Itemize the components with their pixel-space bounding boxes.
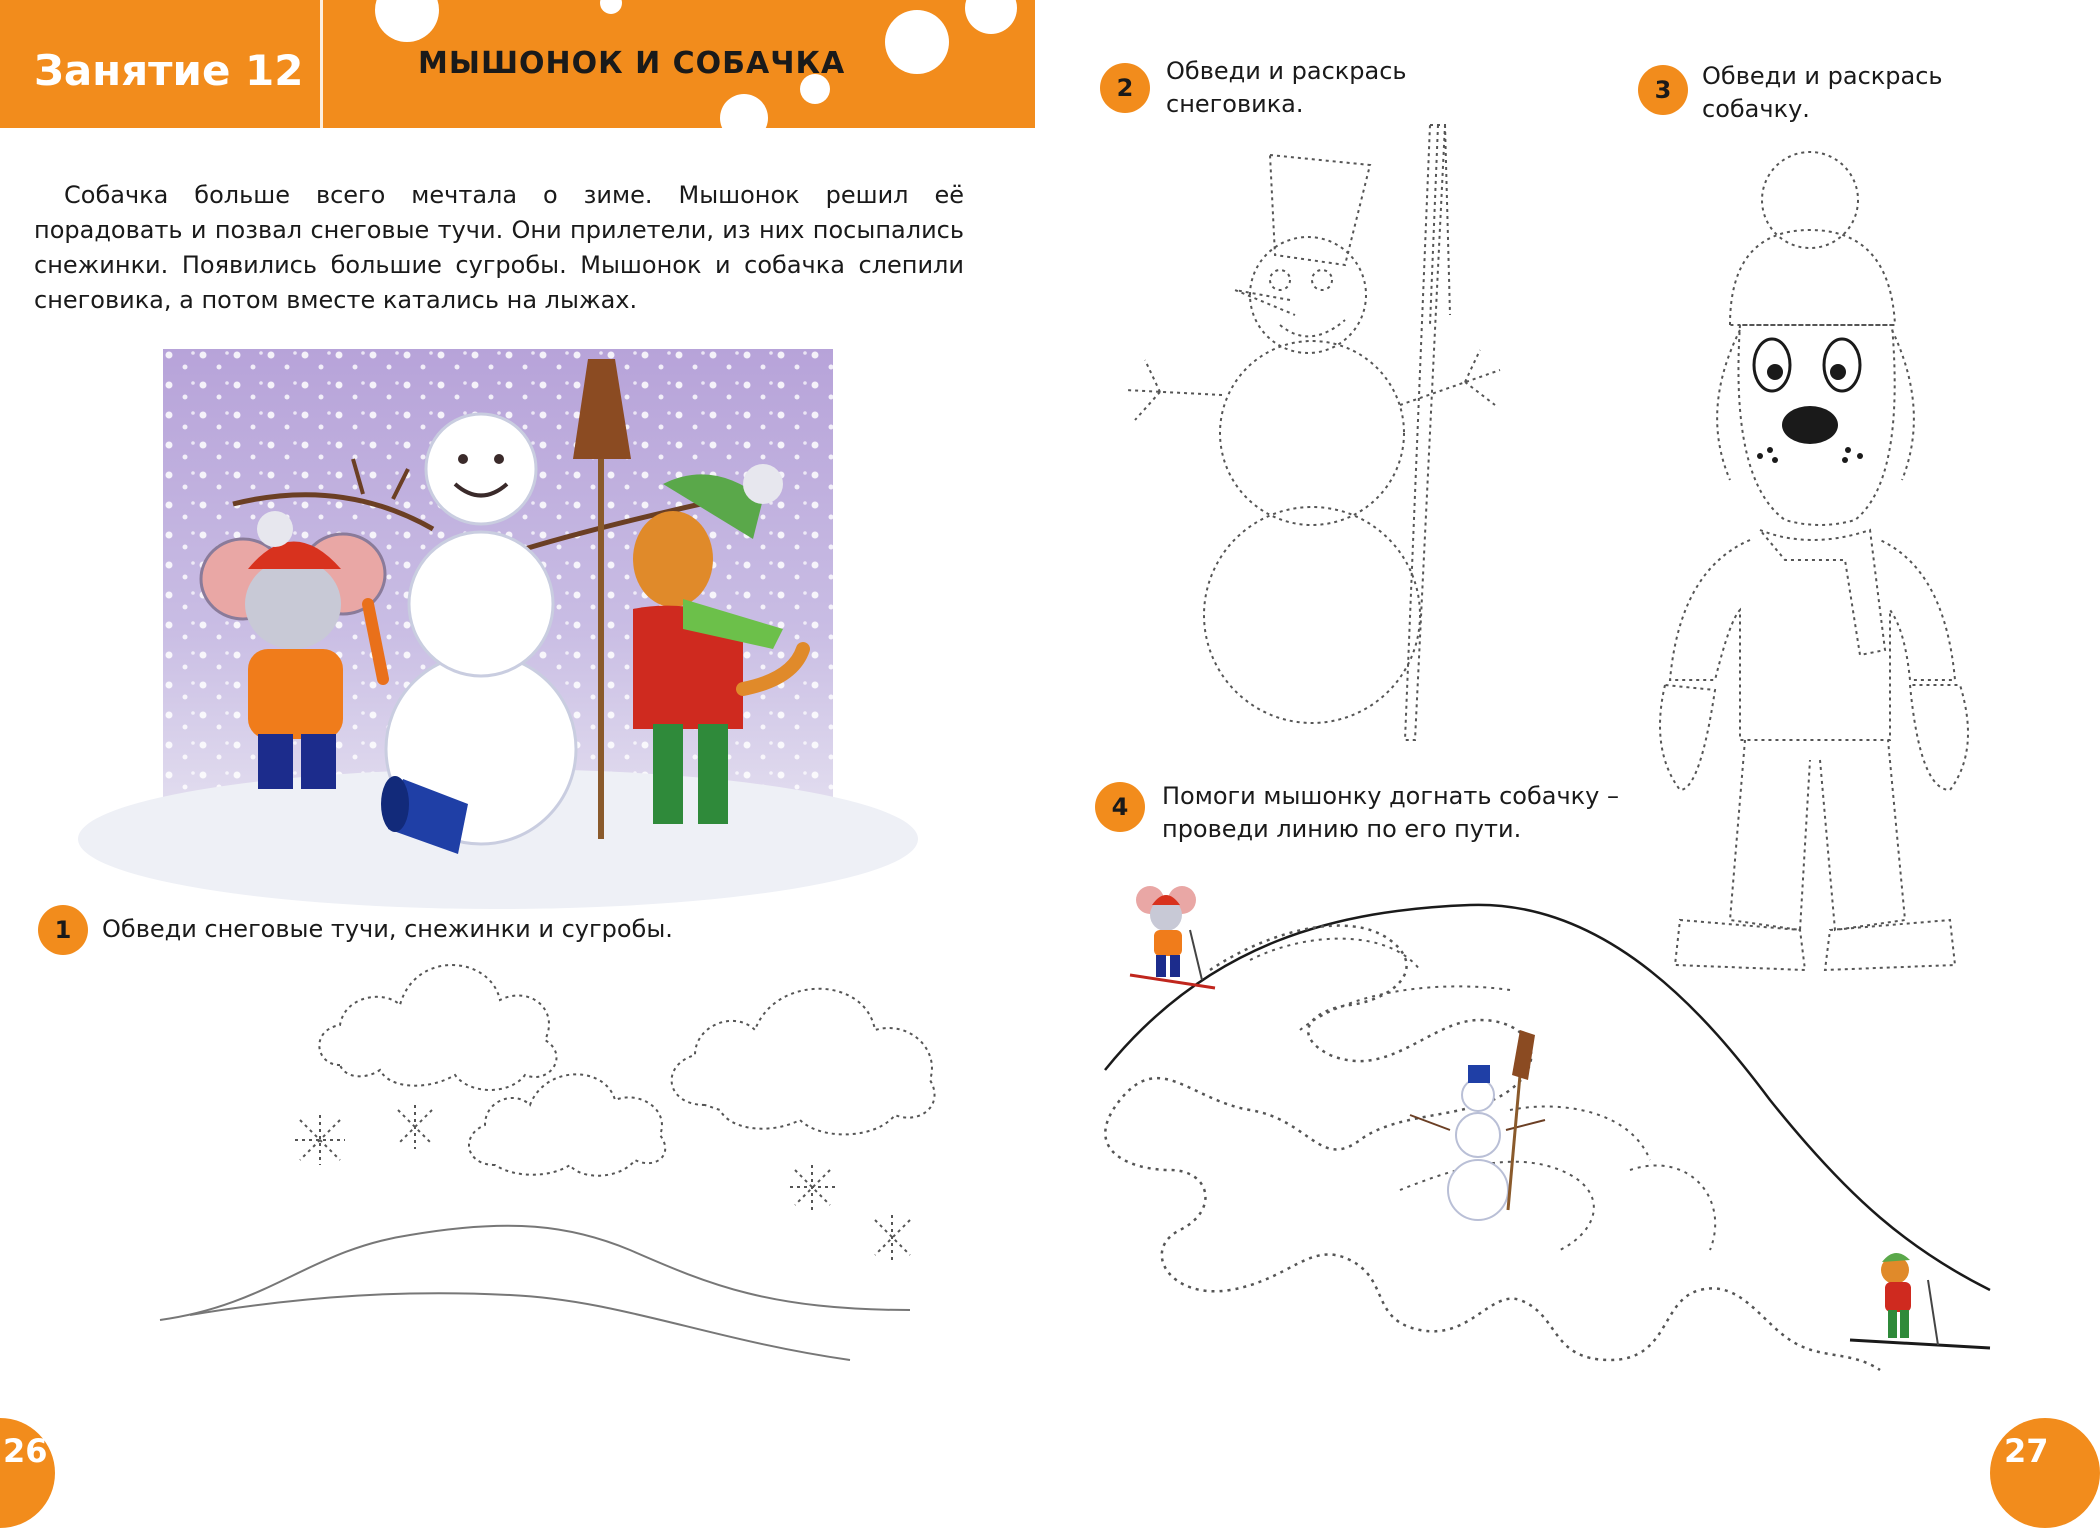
task-4-line-2: проведи линию по его пути. <box>1162 815 1522 843</box>
lesson-topic-title: МЫШОНОК И СОБАЧКА <box>418 46 846 81</box>
task-3-number: 3 <box>1654 76 1672 104</box>
trace-snowman-arm <box>1400 350 1500 405</box>
page-number-right-text: 27 <box>2004 1432 2049 1470</box>
page-number-left-text: 26 <box>3 1432 48 1470</box>
task-2-line-1: Обведи и раскрась <box>1166 57 1407 85</box>
skiing-mouse-picture <box>1130 886 1215 988</box>
task-4-badge <box>1095 782 1145 832</box>
story-paragraph: Собачка больше всего мечтала о зиме. Мышонок решил её порадовать и позвал снеговые тучи. Они прилетели, из них посыпались снежинки. Появились большие сугробы. Мышонок и собачка слепили снеговика, а потом вместе катались на лыжах. <box>34 181 964 314</box>
task-2-line-2: снеговика. <box>1166 90 1304 118</box>
task-3-line-1: Обведи и раскрась <box>1702 62 1943 90</box>
task-3-instruction <box>1702 60 1943 126</box>
task-4-number: 4 <box>1111 793 1129 821</box>
trace-broom <box>1405 125 1445 740</box>
page-number-right <box>1990 1418 2100 1528</box>
trace-snowflake <box>398 1105 432 1149</box>
maze-snowman-picture <box>1410 1030 1545 1220</box>
header-dot <box>965 0 1017 34</box>
task-4-line-1: Помоги мышонку догнать собачку – <box>1162 782 1620 810</box>
task-1-trace-area[interactable] <box>150 950 950 1370</box>
task-4-instruction <box>1162 780 1619 846</box>
trace-cloud <box>319 965 556 1090</box>
header-dot <box>885 10 949 74</box>
trace-cloud <box>672 989 935 1135</box>
trace-snowdrift <box>190 1293 850 1360</box>
task-2-instruction <box>1166 55 1407 121</box>
task-1-badge <box>38 905 88 955</box>
task-2-badge <box>1100 63 1150 113</box>
task-2-number: 2 <box>1116 74 1134 102</box>
task-1-number: 1 <box>54 916 72 944</box>
trace-snowman-bucket <box>1270 155 1370 265</box>
page-number-left <box>0 1418 55 1528</box>
skiing-dog-picture <box>1850 1253 1990 1348</box>
trace-snowflake <box>295 1115 345 1165</box>
trace-snowman-bottom <box>1204 507 1420 723</box>
trace-snowdrift <box>160 1226 910 1320</box>
trace-dog-hat <box>1730 230 1895 325</box>
task-3-dog-outline[interactable] <box>1620 150 2010 980</box>
header-dot <box>600 0 622 14</box>
trace-dog-body <box>1670 540 1955 740</box>
trace-dog-scarf <box>1760 530 1885 655</box>
task-4-maze[interactable] <box>1090 870 2020 1410</box>
trace-dog-eye <box>1824 339 1860 391</box>
trace-snowflake <box>790 1165 835 1210</box>
maze-hill-line <box>1105 905 1990 1290</box>
lesson-label: Занятие 12 <box>34 46 304 95</box>
trace-dog-pompom <box>1762 152 1858 248</box>
header-dot <box>375 0 439 42</box>
task-3-badge <box>1638 65 1688 115</box>
header-dot <box>720 94 768 142</box>
trace-snowman-arm <box>1125 360 1222 420</box>
trace-dog-nose <box>1782 406 1838 444</box>
task-1-instruction: Обведи снеговые тучи, снежинки и сугробы. <box>102 915 673 943</box>
trace-snowman-middle <box>1220 341 1404 525</box>
task-3-line-2: собачку. <box>1702 95 1810 123</box>
winter-scene-illustration <box>163 349 833 857</box>
trace-snowflake <box>875 1215 910 1260</box>
task-2-snowman-outline[interactable] <box>1100 115 1520 755</box>
header-divider <box>320 0 323 128</box>
